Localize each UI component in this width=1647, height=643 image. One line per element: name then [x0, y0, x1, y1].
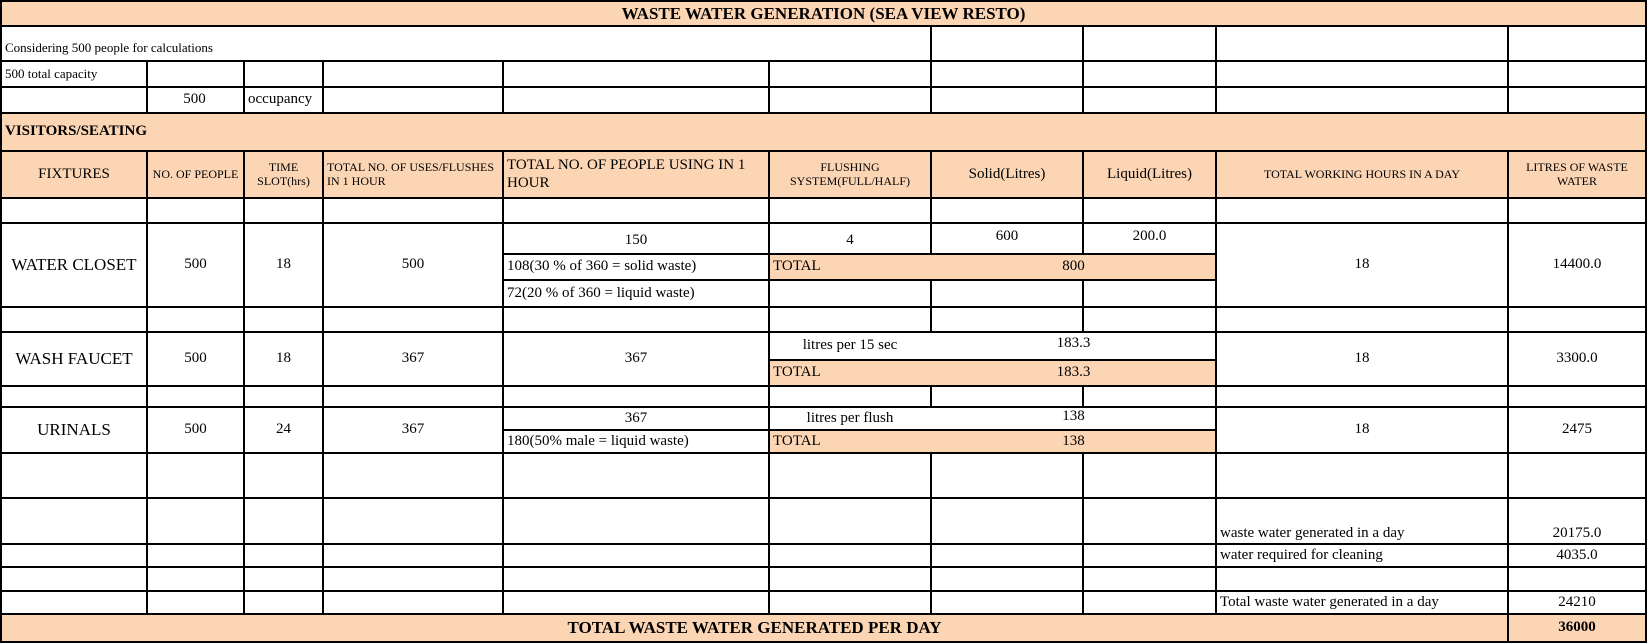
grid-line — [1215, 25, 1217, 112]
urinal-using: 367 — [624, 409, 648, 426]
grid-line — [930, 279, 932, 331]
wc-uses: 500 — [401, 256, 425, 273]
faucet-using: 367 — [624, 350, 648, 367]
wc-solid: 600 — [995, 227, 1019, 244]
header-hours: TOTAL WORKING HOURS IN A DAY — [1263, 166, 1461, 181]
grid-line — [0, 566, 1647, 568]
wc-people: 500 — [184, 256, 207, 273]
summary-generated-label: waste water generated in a day — [1220, 524, 1405, 541]
footer-value: 36000 — [1558, 619, 1596, 636]
grid-line — [502, 60, 504, 112]
header-timeslot: TIME SLOT(hrs) — [257, 159, 310, 188]
wc-name: WATER CLOSET — [11, 255, 137, 275]
wc-solid-note: 108(30 % of 360 = solid waste) — [507, 258, 697, 275]
grid-line — [768, 60, 770, 112]
urinal-total-label: TOTAL — [773, 432, 821, 449]
urinal-people: 500 — [184, 421, 207, 438]
header-using: TOTAL NO. OF PEOPLE USING IN 1 HOUR — [507, 157, 746, 191]
faucet-timeslot: 18 — [276, 350, 291, 367]
faucet-people: 500 — [184, 350, 207, 367]
urinal-litres: 2475 — [1562, 421, 1592, 438]
urinal-rate: 138 — [1062, 407, 1085, 424]
header-uses: TOTAL NO. OF USES/FLUSHES IN 1 HOUR — [327, 159, 495, 188]
header-liquid: Liquid(Litres) — [1107, 165, 1192, 182]
grid-line — [0, 197, 1647, 199]
urinal-timeslot: 24 — [276, 421, 291, 438]
grid-line — [930, 452, 932, 613]
urinal-rate-label: litres per flush — [806, 409, 894, 426]
urinal-hours: 18 — [1354, 421, 1370, 438]
header-people: NO. OF PEOPLE — [152, 166, 239, 181]
note-considering: Considering 500 people for calculations — [5, 39, 213, 55]
occupancy-label: occupancy — [248, 91, 313, 108]
urinal-name: URINALS — [37, 420, 111, 440]
wc-litres: 14400.0 — [1552, 256, 1602, 273]
grid-line — [0, 385, 1647, 387]
grid-line — [1082, 385, 1084, 406]
section-title: VISITORS/SEATING — [5, 123, 148, 140]
faucet-hours: 18 — [1354, 350, 1370, 367]
urinal-male-note: 180(50% male = liquid waste) — [507, 432, 689, 449]
summary-generated: 20175.0 — [1552, 524, 1602, 541]
grid-line — [1082, 279, 1084, 331]
summary-total: 24210 — [1558, 593, 1596, 610]
occupancy-value: 500 — [183, 91, 206, 108]
grid-line — [0, 60, 1647, 62]
wc-total: 800 — [1062, 258, 1085, 275]
faucet-rate: 183.3 — [1056, 335, 1091, 352]
footer-label: TOTAL WASTE WATER GENERATED PER DAY — [567, 618, 942, 638]
note-capacity: 500 total capacity — [5, 65, 98, 81]
faucet-total-label: TOTAL — [773, 364, 821, 381]
urinal-total: 138 — [1062, 432, 1085, 449]
sheet-title: WASTE WATER GENERATION (SEA VIEW RESTO) — [621, 3, 1026, 23]
wc-hours: 18 — [1354, 256, 1370, 273]
urinal-uses: 367 — [401, 421, 425, 438]
wc-timeslot: 18 — [276, 256, 291, 273]
header-litres: LITRES OF WASTE WATER — [1526, 159, 1628, 188]
wc-liquid: 200.0 — [1132, 227, 1167, 244]
grid-line — [0, 452, 1647, 454]
wc-flushing: 4 — [846, 231, 854, 248]
grid-line — [0, 0, 2, 643]
grid-line — [930, 385, 932, 406]
summary-total-label: Total waste water generated in a day — [1220, 593, 1439, 610]
wc-liquid-note: 72(20 % of 360 = liquid waste) — [507, 284, 695, 301]
grid-line — [1507, 25, 1509, 112]
faucet-rate-label: litres per 15 sec — [802, 337, 898, 354]
faucet-name: WASH FAUCET — [15, 349, 133, 369]
summary-cleaning-label: water required for cleaning — [1220, 546, 1383, 563]
wc-total-label: TOTAL — [773, 258, 821, 275]
faucet-litres: 3300.0 — [1556, 350, 1598, 367]
header-flushing: FLUSHING SYSTEM(FULL/HALF) — [789, 159, 910, 188]
wc-using: 150 — [624, 231, 648, 248]
grid-line — [1082, 25, 1084, 112]
grid-line — [1082, 452, 1084, 613]
faucet-uses: 367 — [401, 350, 425, 367]
summary-cleaning: 4035.0 — [1556, 546, 1598, 563]
grid-line — [930, 25, 932, 112]
header-solid: Solid(Litres) — [968, 165, 1046, 182]
faucet-total: 183.3 — [1056, 364, 1091, 381]
header-fixtures: FIXTURES — [38, 165, 110, 182]
grid-line — [0, 306, 1647, 308]
